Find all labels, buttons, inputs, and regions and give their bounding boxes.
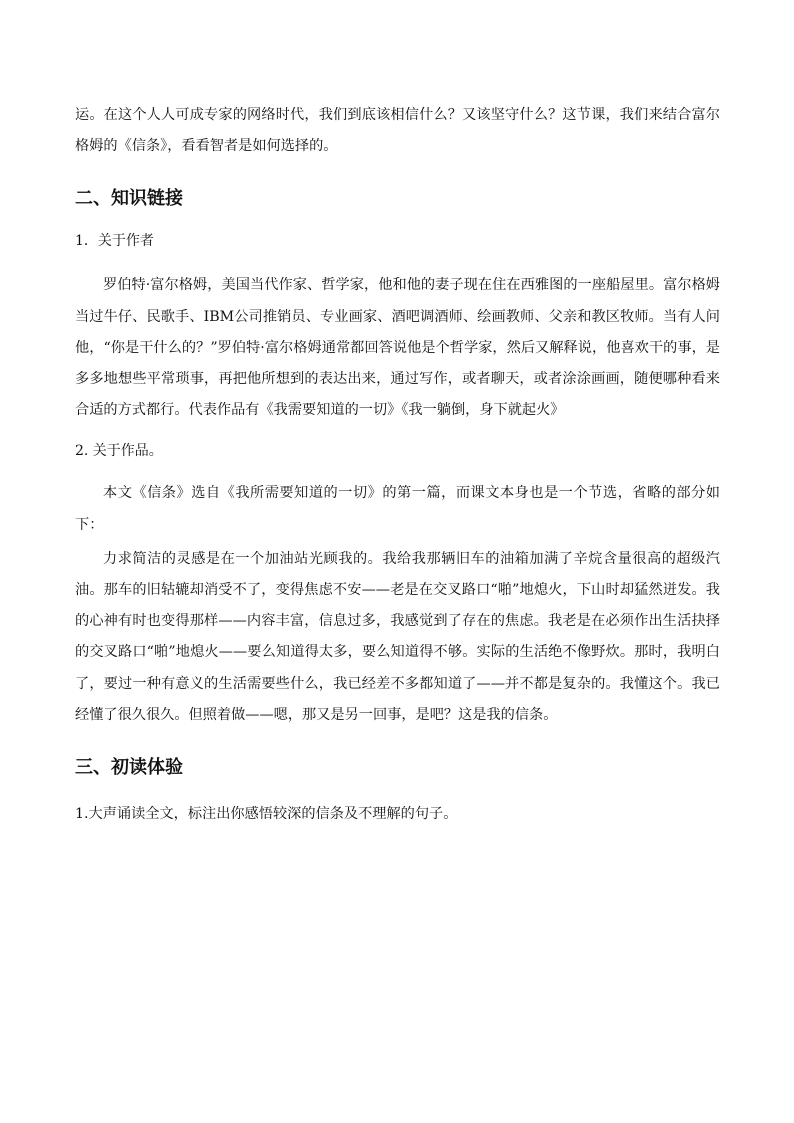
excerpt-paragraph: 力求简洁的灵感是在一个加油站光顾我的。我给我那辆旧车的油箱加满了辛烷含量很高的超级汽油。那车的旧轱辘却消受不了，变得焦虑不安——老是在交叉路口“啪”地熄火，下山时却猛然迸发。我的心神有时也变得那样——内容丰富，信息过多，我感觉到了存在的焦虑。我老是在必须作出生活抉择的交叉路口“啪”地熄火——要么知道得太多，要么知道得不够。实际的生活绝不像野炊。那时，我明白了，要过一种有意义的生活需要些什么，我已经差不多都知道了——并不都是复杂的。我懂这个。我已经懂了很久很久。但照着做——嗯，那又是另一回事，是吧？这是我的信条。 bbox=[75, 550, 720, 723]
section-heading-knowledge-link: 二、知识链接 bbox=[75, 188, 183, 210]
intro-paragraph: 运。在这个人人可成专家的网络时代，我们到底该相信什么？又该坚守什么？这节课，我们来结合富尔格姆的《信条》，看看智者是如何选择的。 bbox=[75, 107, 720, 155]
subheading-about-author: 1．关于作者 bbox=[75, 233, 154, 250]
document-page bbox=[75, 100, 720, 830]
subheading-about-work: 2. 关于作品。 bbox=[75, 443, 163, 460]
first-reading-task: 1.大声诵读全文，标注出你感悟较深的信条及不理解的句子。 bbox=[75, 806, 458, 823]
author-paragraph: 罗伯特·富尔格姆，美国当代作家、哲学家，他和他的妻子现在住在西雅图的一座船屋里。富尔格姆当过牛仔、民歌手、IBM公司推销员、专业画家、酒吧调酒师、绘画教师、父亲和教区牧师。当有人问他，“你是干什么的？”罗伯特·富尔格姆通常都回答说他是个哲学家，然后又解释说，他喜欢干的事，是多多地想些平常琐事，再把他所想到的表达出来，通过写作，或者聊天，或者涂涂画画，随便哪种看来合适的方式都行。代表作品有《我需要知道的一切》《我一躺倒，身下就起火》 bbox=[75, 277, 720, 419]
work-paragraph: 本文《信条》选自《我所需要知道的一切》的第一篇，而课文本身也是一个节选，省略的部分如下： bbox=[75, 485, 720, 533]
section-heading-first-reading: 三、初读体验 bbox=[75, 757, 183, 779]
